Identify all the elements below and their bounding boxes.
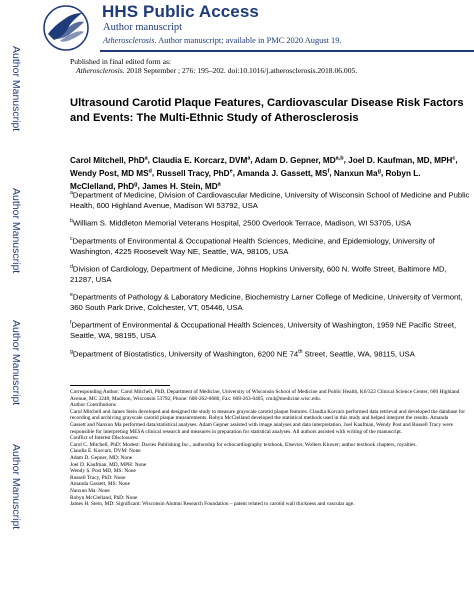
journal-availability <box>103 36 342 45</box>
header-title: HHS Public Access <box>102 2 259 21</box>
journal-name: Atherosclerosis <box>103 36 155 45</box>
author: Nanxun Ma$^g$ <box>333 167 381 178</box>
affiliation: $^b$William S. Middleton Memorial Veterans Hospital, 2500 Overlook Terrace, Madison, WI 53705, USA <box>70 218 412 228</box>
hhs-logo-icon <box>40 4 92 52</box>
author: James H. Stein, $MD^a$ <box>142 180 221 191</box>
side-label: Author Manuscript <box>10 444 22 530</box>
citation-journal: Atherosclerosis <box>76 66 123 76</box>
header-rule <box>100 50 474 52</box>
disclosure: Amanda Gassett, MS: None <box>70 481 130 488</box>
author: Amanda J. Gassett, $MS^f$ <box>236 167 330 178</box>
affiliation: $^a$Department of Medicine, Division of Cardiovascular Medicine, University of Wisconsin School of Medicine and Public Health, 600 Highland Avenue, Madison WI 53792, USA <box>70 190 470 210</box>
disclosure: James H. Stein, MD: Significant: Wisconsin Alumni Research Foundation – patent related to carotid wall thickness and vascular age. <box>70 501 355 508</box>
author: Russell Tracy, PhD$^e$ <box>156 167 233 178</box>
disclosure: Adam D. Gepner, MD: None <box>70 454 133 461</box>
author: Robyn L. McClelland, PhD$^g$ <box>70 168 421 191</box>
affiliation: $^d$Division of Cardiology, Department of Medicine, Johns Hopkins University, 600 N. Wolfe Street, Baltimore MD, 21287, USA <box>70 264 447 285</box>
side-label: Author Manuscript <box>10 320 22 406</box>
side-label: Author Manuscript <box>10 46 22 132</box>
affiliations <box>70 188 470 365</box>
disclosure: Carol C. Mitchell, PhD: Modest: Davies Publishing Inc., authorship for echocardiography textbook, Elsevier, Wolters Kluwer; author textbook chapters, royalties. <box>70 441 417 448</box>
author: Joel D. Kaufman, MD, MPH$^c$ <box>348 155 456 165</box>
corresponding-author: Corresponding Author: Carol Mitchell, PhD, Department of Medicine, University of Wisconsin School of Medicine and Public Health, K6/322 Clinical Science Center, 600 Highland Avenue, MC 3248, Madison, Wisconsin 53792, Phone: 608-262-0680, Fax: 608-263-0405, cm4@medicine.wisc.edu. <box>70 389 460 402</box>
disclosure: Robyn McClelland, PhD: None <box>70 494 138 501</box>
author-contributions: Carol Mitchell and James Stein developed and designed the study to measure grayscale carotid plaque features. Claudia Korcarz performed data retrieval and developed the database for recording and archiving grayscale carotid plaque measurements. Robyn McClelland developed the statistical methods used in this study and helped interpret the results. Amanda Gassett and Nanxun Ma performed data/statistical analyses. Adam Gepner assisted with image analyses and data interpretation. Joel Kaufman, Wendy Post and Russell Tracy were responsible for interpreting MESA clinical research and measures in preparation for statistical analyses. All authors assisted with writing of the manuscript. <box>70 408 465 435</box>
affiliation: $^g$Department of Biostatistics, University of Washington, 6200 NE 74th Street, Seattle, WA, 98115, USA <box>70 348 415 359</box>
publication-info <box>70 57 460 75</box>
affiliation: $^f$Department of Environmental & Occupational Health Sciences, University of Washington, 1959 NE Pacific Street, Seattle, WA, 98195, USA <box>70 320 457 341</box>
disclosure: Nanxun Ma: None <box>70 487 110 494</box>
footnotes <box>70 389 465 508</box>
author-list: Carol Mitchell, PhD$^a$, Claudia E. Korcarz, DVM$^a$, Adam D. Gepner, MD$^{a,b}$, Joel D. Kaufman, MD, MPH$^c$, Wendy Post, MD $MS^d$, Russell Tracy, PhD$^e$, Amanda J. Gassett, $MS^f$, Nanxun Ma$^g$, Robyn L. McClelland, PhD$^g$, James H. Stein, $MD^a$ <box>70 155 458 191</box>
page-header <box>0 0 474 58</box>
footnote-rule <box>70 385 170 386</box>
citation-details: . 2018 September ; 276: 195–202. doi:10.1016/j.atherosclerosis.2018.06.005. <box>122 66 358 76</box>
disclosure: Claudia E. Korcarz, DVM: None <box>70 448 141 455</box>
disclosure: Wendy S. Post MD, MS: None <box>70 468 136 475</box>
affiliation: $^e$Departments of Pathology & Laboratory Medicine, Biochemistry Larner College of Medicine, University of Vermont, 360 South Park Drive, Colchester, VT, 05446, USA <box>70 292 463 313</box>
side-label: Author Manuscript <box>10 188 22 274</box>
author: Adam D. Gepner, MD$^{a,b}$ <box>254 155 344 165</box>
disclosure: Russell Tracy, PhD: None <box>70 474 126 481</box>
footnote-heading: Author Contributions <box>70 402 116 409</box>
disclosure: Joel D. Kaufman, MD, MPH: None <box>70 461 147 468</box>
author: Claudia E. Korcarz, DVM$^a$ <box>152 155 251 165</box>
author: Carol Mitchell, PhD$^a$ <box>70 155 148 165</box>
affiliation: $^c$Departments of Environmental & Occupational Health Sciences, Medicine, and Epidemiology, University of Washington, 4225 Roosevelt Way NE, Seattle, WA, 98105, USA <box>70 236 435 256</box>
article-title: Ultrasound Carotid Plaque Features, Cardiovascular Disease Risk Factors and Events: The Multi-Ethnic Study of Atherosclerosis <box>70 97 464 125</box>
published-label: Published in final edited form as: <box>70 57 172 66</box>
header-subtitle: Author manuscript <box>103 22 183 33</box>
citation <box>70 66 460 75</box>
footnote-heading: Conflict of Interest Disclosures: <box>70 435 139 442</box>
availability-text: . Author manuscript; available in PMC 2020 August 19. <box>154 36 342 45</box>
author: Wendy Post, MD $MS^d$ <box>70 167 152 178</box>
